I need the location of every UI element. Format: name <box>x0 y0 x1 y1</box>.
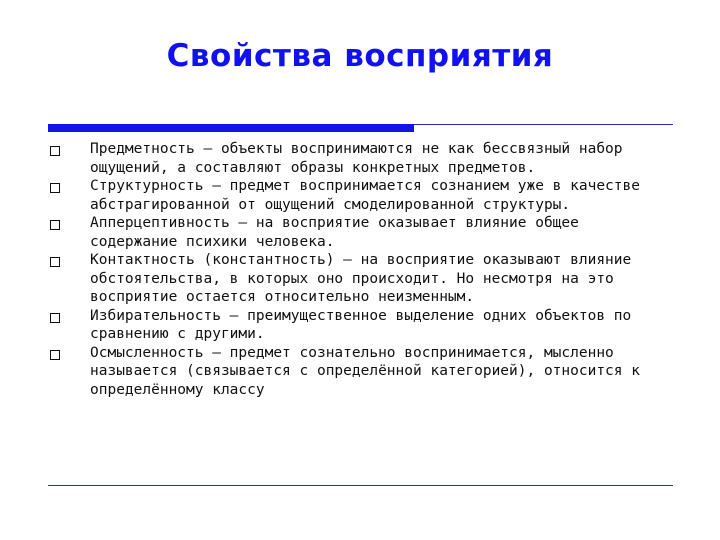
properties-list <box>48 140 668 399</box>
list-item <box>48 214 668 251</box>
list-item <box>48 140 668 177</box>
list-item <box>48 251 668 307</box>
square-bullet-icon <box>50 350 60 360</box>
list-item-text: Избирательность — преимущественное выделение одних объектов по сравнению с другими. <box>90 307 632 342</box>
footer-rule <box>48 485 673 486</box>
title-underline-thin <box>414 124 673 125</box>
square-bullet-icon <box>50 146 60 156</box>
list-item <box>48 307 668 344</box>
list-item-text: Предметность — объекты воспринимаются не как бессвязный набор ощущений, а составляют образы конкретных предметов. <box>90 141 623 176</box>
list-item <box>48 344 668 400</box>
list-item-text: Осмысленность — предмет сознательно воспринимается, мысленно называется (связывается с определённой категорией), относится к определённому классу <box>90 344 640 398</box>
title-underline-thick <box>48 124 414 132</box>
square-bullet-icon <box>50 183 60 193</box>
list-item-text: Структурность — предмет воспринимается сознанием уже в качестве абстрагированной от ощущений смоделированной структуры. <box>90 178 640 213</box>
list-item-text: Апперцептивность — на восприятие оказывает влияние общее содержание психики человека. <box>90 215 579 250</box>
slide-title: Свойства восприятия <box>166 38 554 74</box>
list-item <box>48 177 668 214</box>
list-item-text: Контактность (константность) — на восприятие оказывают влияние обстоятельства, в которых оно происходит. Но несмотря на это восприятие остается относительно неизменным. <box>90 252 632 305</box>
square-bullet-icon <box>50 313 60 323</box>
square-bullet-icon <box>50 257 60 267</box>
square-bullet-icon <box>50 220 60 230</box>
